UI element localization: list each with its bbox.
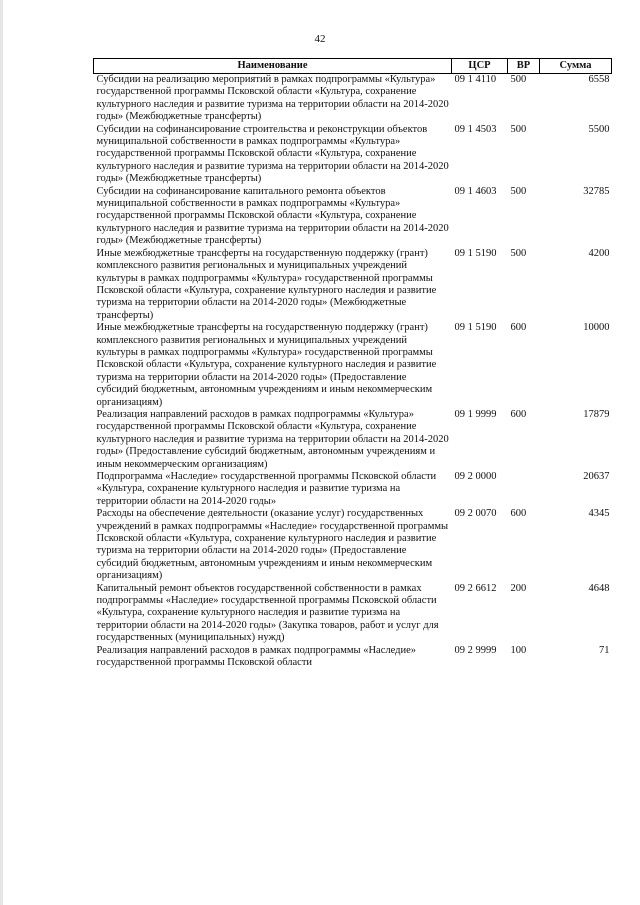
table-row — [94, 409, 612, 471]
row-csr: 09 1 5190 — [454, 247, 497, 259]
header-csr: ЦСР — [452, 59, 508, 74]
row-vr: 600 — [510, 508, 527, 520]
table-row — [94, 248, 612, 322]
page-number: 42 — [314, 33, 326, 45]
row-sum: 32785 — [583, 185, 610, 197]
row-sum: 71 — [599, 644, 610, 656]
row-name: Иные межбюджетные трансферты на государственную поддержку (грант) комплексного развития региональных и муниципальных учреждений культуры в рамках подпрограммы «Культура» государственной программы Псковской области «Культура, сохранение культурного наследия и развитие туризма на территории области на 2014-2020 годы» (Межбюджетные трансферты) — [96, 247, 437, 321]
row-csr: 09 1 9999 — [454, 408, 497, 420]
row-sum: 4345 — [588, 508, 610, 520]
budget-table — [93, 58, 612, 670]
table-row — [94, 322, 612, 409]
row-name: Подпрограмма «Наследие» государственной программы Псковской области «Культура, сохранение культурного наследия и развитие туризма на территории области на 2014-2020 годы» — [96, 471, 437, 507]
scan-edge — [0, 0, 3, 905]
row-name: Субсидии на реализацию мероприятий в рамках подпрограммы «Культура» государственной программы Псковской области «Культура, сохранение культурного наследия и развитие туризма на территории области на 2014-2020 годы» (Межбюджетные трансферты) — [96, 74, 449, 123]
header-sum: Сумма — [540, 59, 612, 74]
row-csr: 09 2 0000 — [454, 471, 497, 482]
row-sum: 20637 — [583, 471, 610, 482]
row-csr: 09 2 6612 — [454, 582, 497, 594]
row-name: Реализация направлений расходов в рамках подпрограммы «Наследие» государственной программы Псковской области — [96, 644, 416, 669]
row-name: Субсидии на софинансирование капитального ремонта объектов муниципальной собственности в рамках подпрограммы «Культура» государственной программы Псковской области «Культура, сохранение культурного наследия и развитие туризма на территории области на 2014-2020 годы» (Межбюджетные трансферты) — [96, 185, 449, 247]
row-csr: 09 1 4110 — [454, 74, 497, 85]
table-row — [94, 508, 612, 582]
row-csr: 09 2 9999 — [454, 644, 497, 656]
row-name: Иные межбюджетные трансферты на государственную поддержку (грант) комплексного развития региональных и муниципальных учреждений культуры в рамках подпрограммы «Культура» государственной программы Псковской области «Культура, сохранение культурного наследия и развитие туризма на территории области на 2014-2020 годы» (Предоставление субсидий бюджетным, автономным учреждениям и иным некоммерческим организациям) — [96, 322, 437, 408]
header-vr: ВР — [508, 59, 540, 74]
row-vr: 600 — [510, 322, 527, 334]
row-vr: 200 — [510, 582, 527, 594]
row-csr: 09 2 0070 — [454, 508, 497, 520]
row-vr: 500 — [510, 74, 527, 85]
row-csr: 09 1 5190 — [454, 322, 497, 334]
row-vr: 100 — [510, 644, 527, 656]
table-row — [94, 471, 612, 508]
table-row — [94, 124, 612, 186]
row-sum: 4648 — [588, 582, 610, 594]
row-name: Реализация направлений расходов в рамках подпрограммы «Культура» государственной программы Псковской области «Культура, сохранение культурного наследия и развитие туризма на территории области на 2014-2020 годы» (Предоставление субсидий бюджетным, автономным учреждениям и иным некоммерческим организациям) — [96, 408, 449, 470]
header-name: Наименование — [94, 59, 452, 74]
row-name: Капитальный ремонт объектов государственной собственности в рамках подпрограммы «Наследие» государственной программы Псковской области «Культура, сохранение культурного наследия и развитие туризма на территории области на 2014-2020 годы» (Закупка товаров, работ и услуг для государственных (муниципальных) нужд) — [96, 582, 439, 644]
row-vr: 500 — [510, 247, 527, 259]
table-header-row — [94, 59, 612, 74]
row-sum: 17879 — [583, 408, 610, 420]
table-row — [94, 74, 612, 124]
row-sum: 10000 — [583, 322, 610, 334]
table-row — [94, 186, 612, 248]
table-row — [94, 645, 612, 670]
row-sum: 6558 — [588, 74, 610, 85]
row-sum: 5500 — [588, 123, 610, 135]
row-sum: 4200 — [588, 247, 610, 259]
row-csr: 09 1 4503 — [454, 123, 497, 135]
row-vr: 600 — [510, 408, 527, 420]
row-vr: 500 — [510, 185, 527, 197]
table-row — [94, 583, 612, 645]
row-vr: 500 — [510, 123, 527, 135]
row-name: Субсидии на софинансирование строительства и реконструкции объектов муниципальной собственности в рамках подпрограммы «Культура» государственной программы Псковской области «Культура, сохранение культурного наследия и развитие туризма на территории области на 2014-2020 годы» (Межбюджетные трансферты) — [96, 123, 449, 185]
row-csr: 09 1 4603 — [454, 185, 497, 197]
row-vr — [508, 471, 540, 508]
row-name: Расходы на обеспечение деятельности (оказание услуг) государственных учреждений в рамках подпрограммы «Наследие» государственной программы Псковской области «Культура, сохранение культурного наследия и развитие туризма на территории области на 2014-2020 годы» (Предоставление субсидий бюджетным, автономным учреждениям и иным некоммерческим организациям) — [96, 508, 449, 582]
